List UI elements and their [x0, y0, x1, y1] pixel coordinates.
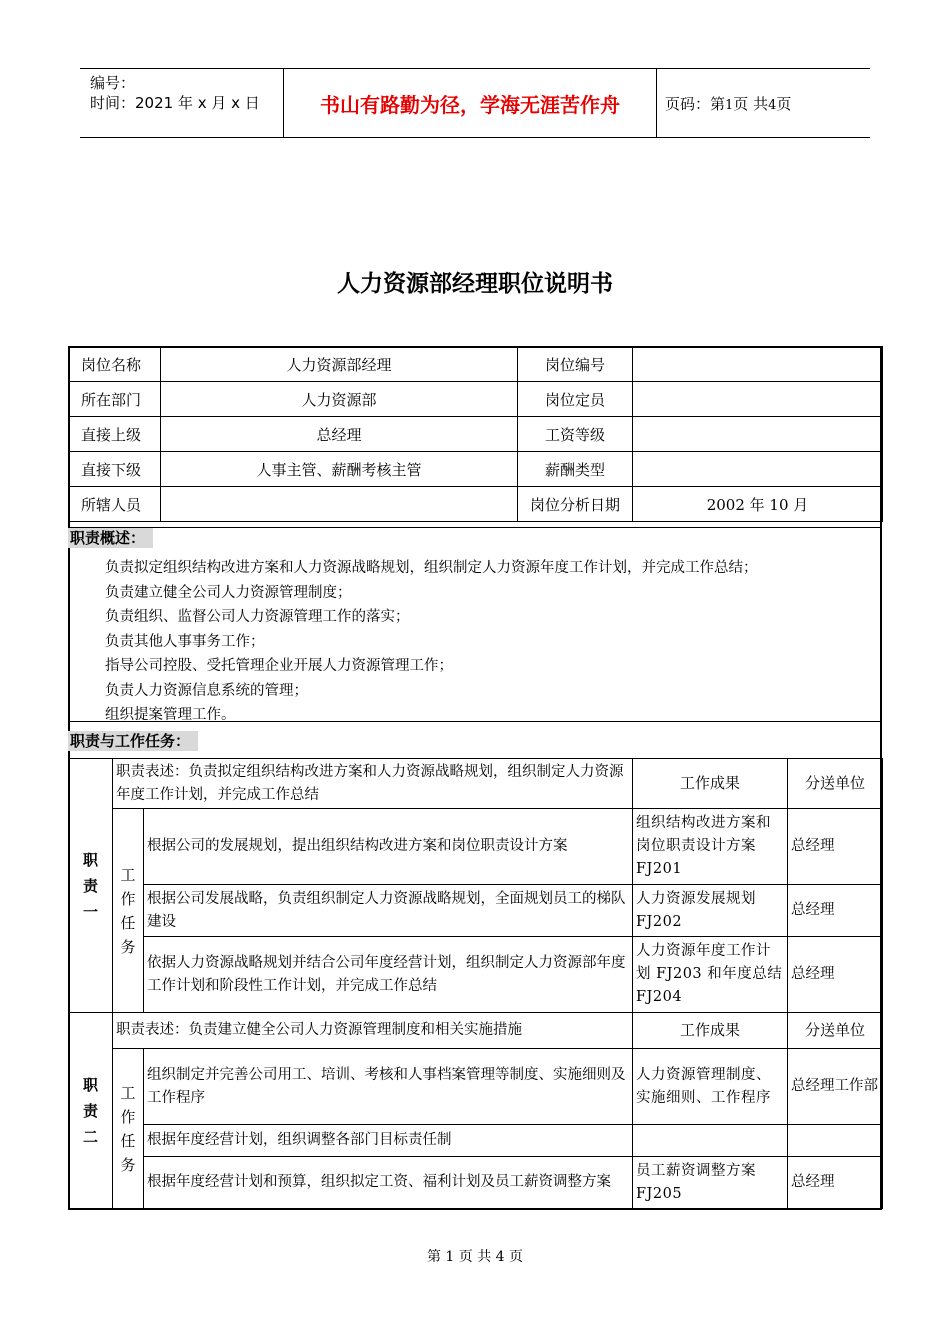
info-row: [69, 487, 883, 522]
summary-list: [105, 556, 758, 728]
info-label: 所辖人员: [69, 487, 161, 522]
task-text: 根据公司的发展规划，提出组织结构改进方案和岗位职责设计方案: [144, 809, 633, 885]
summary-line: 负责建立健全公司人力资源管理制度；: [105, 584, 352, 601]
summary-line: 组织提案管理工作。: [105, 707, 236, 723]
duty-table: [68, 758, 883, 1013]
task-row: [69, 1049, 883, 1125]
task-label: 工作任务: [113, 809, 144, 1013]
info-value: 人力资源部经理: [161, 347, 518, 382]
summary-line: 负责人力资源信息系统的管理；: [105, 682, 308, 699]
info-value: [633, 347, 883, 382]
header-meta: [90, 73, 285, 113]
task-dest: 总经理工作部: [788, 1049, 883, 1125]
task-text: 根据年度经营计划，组织调整各部门目标责任制: [144, 1125, 633, 1157]
info-label: 直接上级: [69, 417, 161, 452]
info-label: 直接下级: [69, 452, 161, 487]
document-title: 人力资源部经理职位说明书: [337, 271, 613, 297]
duties-section-header: [68, 721, 882, 751]
duty-table: [68, 1012, 883, 1209]
summary-line: 指导公司控股、受托管理企业开展人力资源管理工作；: [105, 658, 453, 674]
info-label: 岗位编号: [518, 347, 633, 382]
dest-header: 分送单位: [788, 759, 883, 809]
duty-header-row: [69, 759, 883, 809]
footer-prefix: 第: [426, 1249, 441, 1265]
task-result: 人力资源年度工作计划 FJ203 和年度总结 FJ204: [633, 937, 788, 1013]
info-value: [161, 487, 518, 522]
doc-time-label: 时间：2021 年 x 月 x 日: [90, 94, 260, 112]
duty-header-row: [69, 1013, 883, 1049]
page-total: 4: [768, 98, 777, 113]
duty-statement: 职责表述：负责建立健全公司人力资源管理制度和相关实施措施: [113, 1013, 633, 1049]
info-value: 2002 年 10 月: [633, 487, 883, 522]
page-footer: [0, 1246, 950, 1266]
task-result: 人力资源发展规划 FJ202: [633, 885, 788, 937]
summary-title: 职责概述：: [68, 528, 153, 548]
info-value: [633, 452, 883, 487]
task-dest: [788, 1125, 883, 1157]
position-info-table: [68, 346, 883, 522]
task-result: 员工薪资调整方案 FJ205: [633, 1157, 788, 1209]
task-text: 根据年度经营计划和预算，组织拟定工资、福利计划及员工薪资调整方案: [144, 1157, 633, 1209]
info-label: 所在部门: [69, 382, 161, 417]
info-row: [69, 382, 883, 417]
duty-statement: 职责表述：负责拟定组织结构改进方案和人力资源战略规划，组织制定人力资源年度工作计划，并完成工作总结: [113, 759, 633, 809]
duty-label: 职责二: [69, 1013, 113, 1209]
task-row: [69, 1125, 883, 1157]
task-row: [69, 1157, 883, 1209]
info-label: 岗位分析日期: [518, 487, 633, 522]
task-dest: 总经理: [788, 1157, 883, 1209]
page-number: 1: [725, 98, 734, 113]
info-label: 工资等级: [518, 417, 633, 452]
page-suffix: 页: [776, 95, 792, 113]
info-value: [633, 417, 883, 452]
header-page-indicator: [665, 93, 791, 114]
footer-total: 4: [495, 1249, 505, 1265]
task-row: [69, 809, 883, 885]
task-text: 依据人力资源战略规划并结合公司年度经营计划，组织制定人力资源部年度工作计划和阶段性工作计划，并完成工作总结: [144, 937, 633, 1013]
task-row: [69, 937, 883, 1013]
summary-line: 负责拟定组织结构改进方案和人力资源战略规划，组织制定人力资源年度工作计划，并完成工作总结；: [105, 560, 758, 576]
info-value: 人事主管、薪酬考核主管: [161, 452, 518, 487]
header-motto: 书山有路勤为径，学海无涯苦作舟: [283, 69, 657, 137]
info-label: 岗位名称: [69, 347, 161, 382]
info-row: [69, 452, 883, 487]
info-row: [69, 417, 883, 452]
task-result: 人力资源管理制度、实施细则、工作程序: [633, 1049, 788, 1125]
footer-mid: 页 共: [458, 1249, 492, 1265]
summary-line: 负责其他人事事务工作；: [105, 633, 265, 650]
page-header: [80, 68, 870, 138]
info-label: 岗位定员: [518, 382, 633, 417]
duty-label: 职责一: [69, 759, 113, 1013]
page-prefix: 页码：第: [665, 95, 726, 113]
task-text: 组织制定并完善公司用工、培训、考核和人事档案管理等制度、实施细则及工作程序: [144, 1049, 633, 1125]
info-row: [69, 347, 883, 382]
dest-header: 分送单位: [788, 1013, 883, 1049]
duties-title: 职责与工作任务：: [68, 731, 198, 751]
page-mid: 页 共: [733, 95, 769, 113]
info-value: [633, 382, 883, 417]
task-dest: 总经理: [788, 885, 883, 937]
footer-suffix: 页: [509, 1249, 524, 1265]
info-value: 总经理: [161, 417, 518, 452]
footer-page: 1: [445, 1249, 455, 1265]
result-header: 工作成果: [633, 1013, 788, 1049]
task-dest: 总经理: [788, 937, 883, 1013]
summary-line: 负责组织、监督公司人力资源管理工作的落实；: [105, 609, 410, 625]
task-row: [69, 885, 883, 937]
task-result: [633, 1125, 788, 1157]
summary-section-header: [68, 527, 882, 548]
task-label: 工作任务: [113, 1049, 144, 1209]
task-result: 组织结构改进方案和岗位职责设计方案 FJ201: [633, 809, 788, 885]
task-dest: 总经理: [788, 809, 883, 885]
task-text: 根据公司发展战略，负责组织制定人力资源战略规划，全面规划员工的梯队建设: [144, 885, 633, 937]
info-value: 人力资源部: [161, 382, 518, 417]
result-header: 工作成果: [633, 759, 788, 809]
info-label: 薪酬类型: [518, 452, 633, 487]
doc-number-label: 编号：: [90, 74, 136, 92]
